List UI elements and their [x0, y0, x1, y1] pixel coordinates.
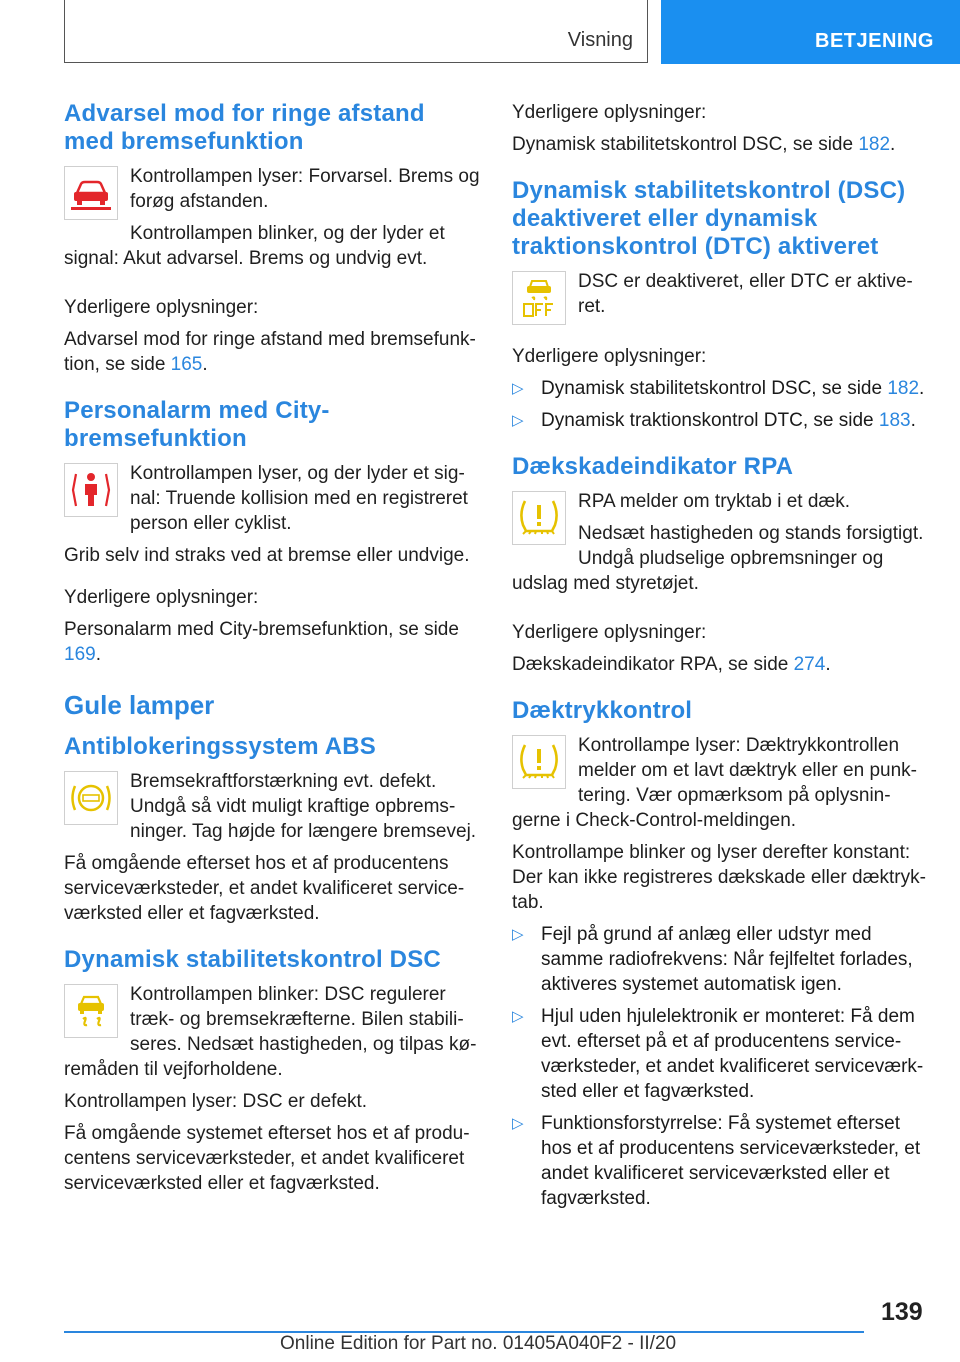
paragraph: Få omgående efterset hos et af producentens serviceværksteder, et andet kvalificeret serviceværksted eller et fagværksted. — [64, 853, 465, 924]
paragraph: Få omgående systemet efterset hos et af producentens serviceværksteder, et andet kvalificeret serviceværksted eller et fagværksted. — [64, 1123, 470, 1194]
reference-paragraph: Dækskadeindikator RPA, se side 274. — [512, 654, 831, 675]
paragraph: Bremsekraftforstærkning evt. defekt. Undgå så vidt muligt kraftige opbremsninger. Tag højde for længere bremsevej. — [130, 771, 477, 842]
heading-tpms: Dæktrykkontrol — [512, 697, 693, 724]
heading-yellow-lamps: Gule lamper — [64, 690, 215, 720]
header-section-box — [64, 0, 648, 63]
bullet-triangle-icon: ▷ — [512, 926, 524, 943]
dsc-icon — [64, 984, 118, 1038]
list-item: ▷ Dynamisk stabilitetskontrol DSC, se side 182. — [512, 378, 925, 399]
page-link-165[interactable]: 165 — [170, 354, 203, 375]
paragraph: Kontrollampen lyser: DSC er defekt. — [64, 1091, 368, 1112]
paragraph: Grib selv ind straks ved at bremse eller undvige. — [64, 545, 470, 566]
more-info-label: Yderligere oplysninger: — [64, 297, 259, 318]
page-header — [0, 0, 960, 66]
right-column — [512, 100, 928, 1218]
paragraph: Kontrollampe lyser: Dæktrykkontrollen melder om et lavt dæktryk eller en punktering. Vær opmærksom på oplysningerne i Check-Control-meldingen. — [512, 735, 917, 831]
left-column — [64, 100, 480, 1203]
paragraph: Nedsæt hastigheden og stands forsigtigt. Undgå pludselige opbremsninger og udslag med styretøjet. — [512, 523, 924, 594]
dsc-off-icon — [512, 271, 566, 325]
more-info-label: Yderligere oplysninger: — [64, 587, 259, 608]
bullet-triangle-icon: ▷ — [512, 412, 524, 429]
paragraph: DSC er deaktiveret, eller DTC er aktiveret. — [578, 271, 913, 317]
heading-dsc-off: Dynamisk stabilitetskontrol (DSC) deaktiveret eller dynamisk traktionskontrol (DTC) aktiveret — [512, 177, 906, 260]
paragraph: Kontrollampen blinker: DSC regulerer træk- og bremsekræfterne. Bilen stabiliseres. Nedsæt hastigheden, og tilpas køremåden til vejforholdene. — [64, 984, 477, 1080]
heading-rpa: Dækskadeindikator RPA — [512, 453, 794, 480]
more-info-label: Yderligere oplysninger: — [512, 346, 707, 367]
bullet-triangle-icon: ▷ — [512, 1008, 524, 1025]
page-link-182[interactable]: 182 — [887, 378, 920, 399]
tire-pressure-icon — [512, 491, 566, 545]
heading-distance-warning: Advarsel mod for ringe afstand med bremsefunktion — [64, 100, 425, 155]
car-distance-warning-icon — [64, 166, 118, 220]
list-item: ▷ Hjul uden hjulelektronik er monteret: Få dem evt. efterset på et af producentens serviceværksteder, et andet kvalificeret serviceværksted eller et fagværksted. — [512, 1006, 924, 1102]
heading-abs: Antiblokeringssystem ABS — [64, 733, 376, 760]
list-item: ▷ Dynamisk traktionskontrol DTC, se side 183. — [512, 410, 916, 431]
more-info-label: Yderligere oplysninger: — [512, 622, 707, 643]
more-info-label: Yderligere oplysninger: — [512, 102, 707, 123]
page-link-274[interactable]: 274 — [793, 654, 826, 675]
list-item: ▷ Funktionsforstyrrelse: Få systemet efterset hos et af producentens serviceværksteder, et andet kvalificeret serviceværksted eller et fagværksted. — [512, 1113, 921, 1209]
header-chapter-tab[interactable]: BETJENING — [661, 0, 960, 64]
heading-pedestrian-warning: Personalarm med City-bremsefunktion — [64, 397, 330, 452]
page-link-169[interactable]: 169 — [64, 644, 96, 665]
page-number: 139 — [881, 1298, 923, 1326]
page-link-182[interactable]: 182 — [858, 134, 891, 155]
tire-pressure-icon — [512, 735, 566, 789]
reference-paragraph: Personalarm med City-bremsefunktion, se side 169. — [64, 619, 459, 665]
paragraph: Kontrollampen blinker, og der lyder et signal: Akut advarsel. Brems og undvig evt. — [64, 223, 445, 269]
pedestrian-warning-icon — [64, 463, 118, 517]
abs-icon — [64, 771, 118, 825]
reference-paragraph: Advarsel mod for ringe afstand med bremsefunktion, se side 165. — [64, 329, 476, 375]
heading-dsc: Dynamisk stabilitetskontrol DSC — [64, 946, 441, 973]
page-link-183[interactable]: 183 — [878, 410, 911, 431]
reference-paragraph: Dynamisk stabilitetskontrol DSC, se side 182. — [512, 134, 896, 155]
bullet-triangle-icon: ▷ — [512, 1115, 524, 1132]
paragraph: Kontrollampe blinker og lyser derefter konstant: Der kan ikke registreres dækskade eller dæktryktab. — [512, 842, 926, 913]
paragraph: Kontrollampen lyser: Forvarsel. Brems og forøg afstanden. — [130, 166, 480, 212]
paragraph: Kontrollampen lyser, og der lyder et signal: Truende kollision med en registreret person eller cyklist. — [130, 463, 468, 534]
list-item: ▷ Fejl på grund af anlæg eller udstyr med samme radiofrekvens: Når fejlfeltet forlades, aktiveres systemet automatisk igen. — [512, 924, 913, 995]
paragraph: RPA melder om tryktab i et dæk. — [578, 491, 851, 512]
header-section-title: Visning — [567, 29, 633, 51]
bullet-triangle-icon: ▷ — [512, 380, 524, 397]
footer-edition-text: Online Edition for Part no. 01405A040F2 - II/20 — [280, 1333, 677, 1354]
